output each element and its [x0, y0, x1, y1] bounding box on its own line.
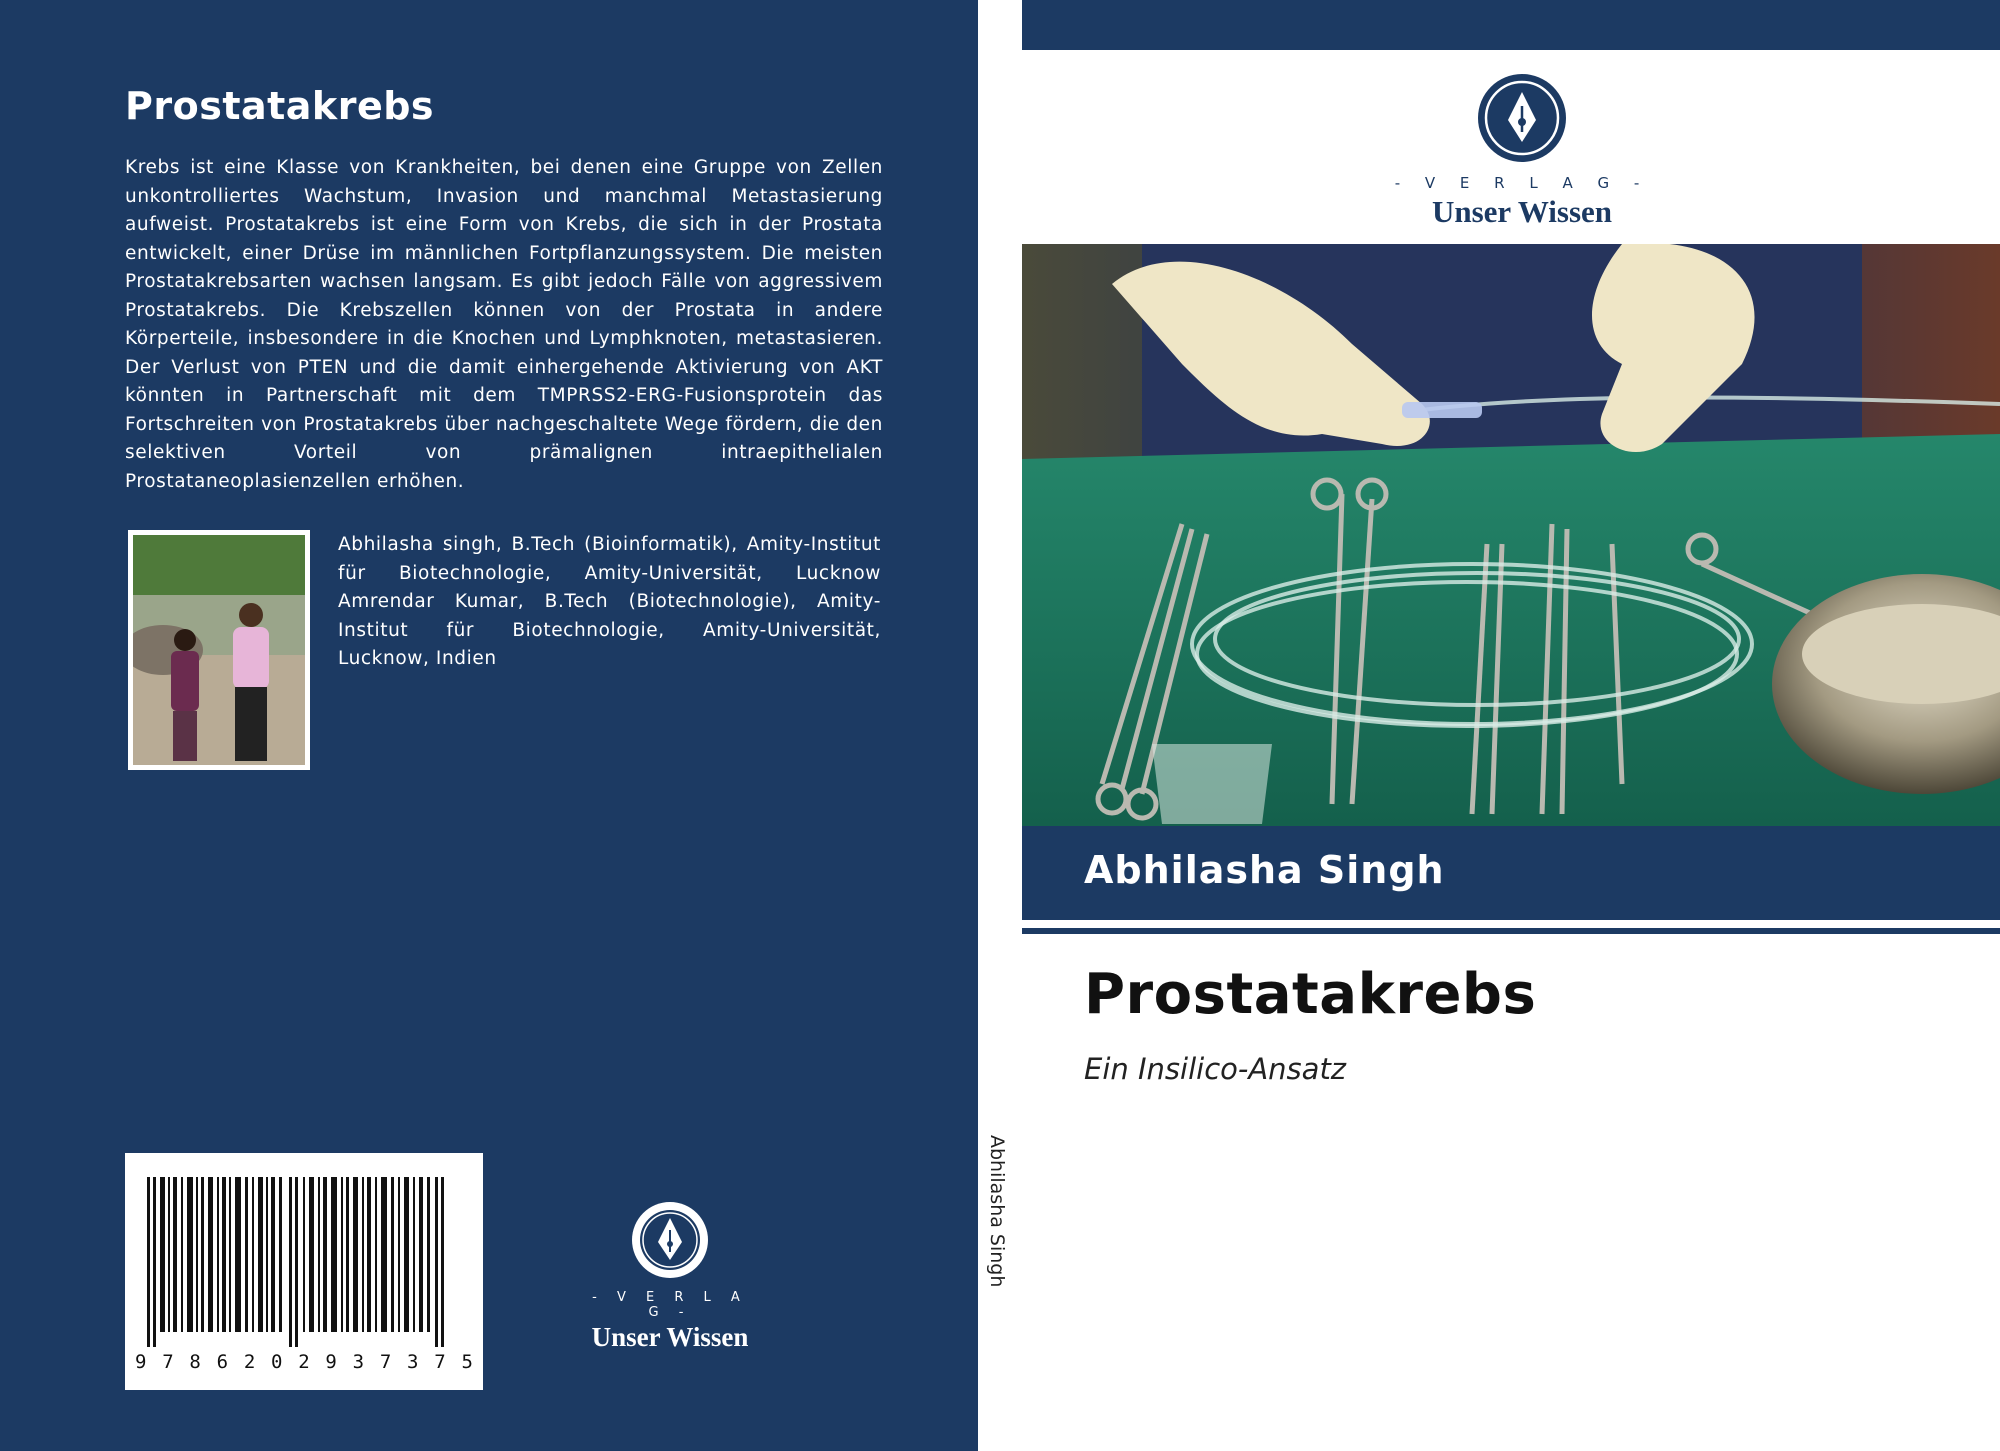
- isbn-digit: 3: [352, 1351, 367, 1373]
- isbn-digit: 2: [243, 1351, 258, 1373]
- publisher-name: Unser Wissen: [1431, 194, 1613, 229]
- publisher-verlag-label: - V E R L A G -: [592, 1290, 748, 1320]
- isbn-digit: 5: [461, 1351, 475, 1373]
- isbn-digit: 0: [271, 1351, 285, 1373]
- isbn-digit: 8: [189, 1351, 203, 1373]
- publisher-name: Unser Wissen: [591, 1322, 749, 1352]
- back-cover-title: Prostatakrebs: [125, 84, 435, 128]
- cover-author-name: Abhilasha Singh: [1084, 848, 1445, 892]
- book-description: Krebs ist eine Klasse von Krankheiten, bei denen eine Gruppe von Zellen unkontrolliertes Wachstum, Invasion und manchmal Metastasierung aufweist. Prostatakrebs ist eine Form von Krebs, die sich in der Prostata entwickelt, einer Drüse im männlichen Fortpflanzungssystem. Die meisten Prostatakrebsarten wachsen langsam. Es gibt jedoch Fälle von aggressivem Prostatakrebs. Die Krebszellen können von der Prostata in andere Körperteile, insbesondere in die Knochen und Lymphknoten, metastasieren. Der Verlust von PTEN und die damit einhergehende Aktivierung von AKT könnten in Partnerschaft mit dem TMPRSS2-ERG-Fusionsprotein das Fortschreiten von Prostatakrebs über nachgeschaltete Wege fördern, die den selektiven Vorteil von prämalignen intraepithelialen Prostataneoplasienzellen erhöhen.: [125, 157, 883, 492]
- front-cover: [1022, 0, 2000, 1451]
- publisher-verlag-label: - V E R L A G -: [1394, 174, 1650, 192]
- spine-author: Abhilasha Singh: [986, 1135, 1008, 1288]
- back-cover: [0, 0, 978, 1451]
- isbn-digit: 7: [162, 1351, 176, 1373]
- publisher-logo-front: [1372, 72, 1672, 230]
- pen-nib-logo-icon: [1476, 72, 1568, 164]
- isbn-number: [135, 1351, 475, 1373]
- isbn-digit: 6: [216, 1351, 231, 1373]
- isbn-digit: 9: [135, 1351, 149, 1373]
- isbn-digit: 7: [379, 1351, 394, 1373]
- divider-rule: [1022, 928, 2000, 934]
- isbn-barcode: [125, 1153, 483, 1390]
- author-photo: [128, 530, 310, 770]
- isbn-digit: 9: [325, 1351, 339, 1373]
- isbn-digit: 3: [407, 1351, 421, 1373]
- isbn-digit: 7: [434, 1351, 448, 1373]
- author-band: [1022, 826, 2000, 920]
- book-subtitle: Ein Insilico-Ansatz: [1084, 1052, 1347, 1086]
- publisher-logo-back: [580, 1200, 760, 1353]
- barcode-bars: [125, 1153, 483, 1353]
- pen-nib-seal-icon: [630, 1200, 710, 1280]
- cover-photo-surgical-instruments: [1022, 244, 2000, 826]
- author-biography: Abhilasha singh, B.Tech (Bioinformatik), Amity-Institut für Biotechnologie, Amity-Universität, Lucknow Amrendar Kumar, B.Tech (Biotechnologie), Amity-Institut für Biotechnologie, Amity-Universität, Lucknow, Indien: [338, 534, 881, 669]
- author-photo-image: [133, 535, 305, 765]
- book-title: Prostatakrebs: [1084, 962, 1537, 1027]
- isbn-digit: 2: [298, 1351, 312, 1373]
- top-color-band: [1022, 0, 2000, 50]
